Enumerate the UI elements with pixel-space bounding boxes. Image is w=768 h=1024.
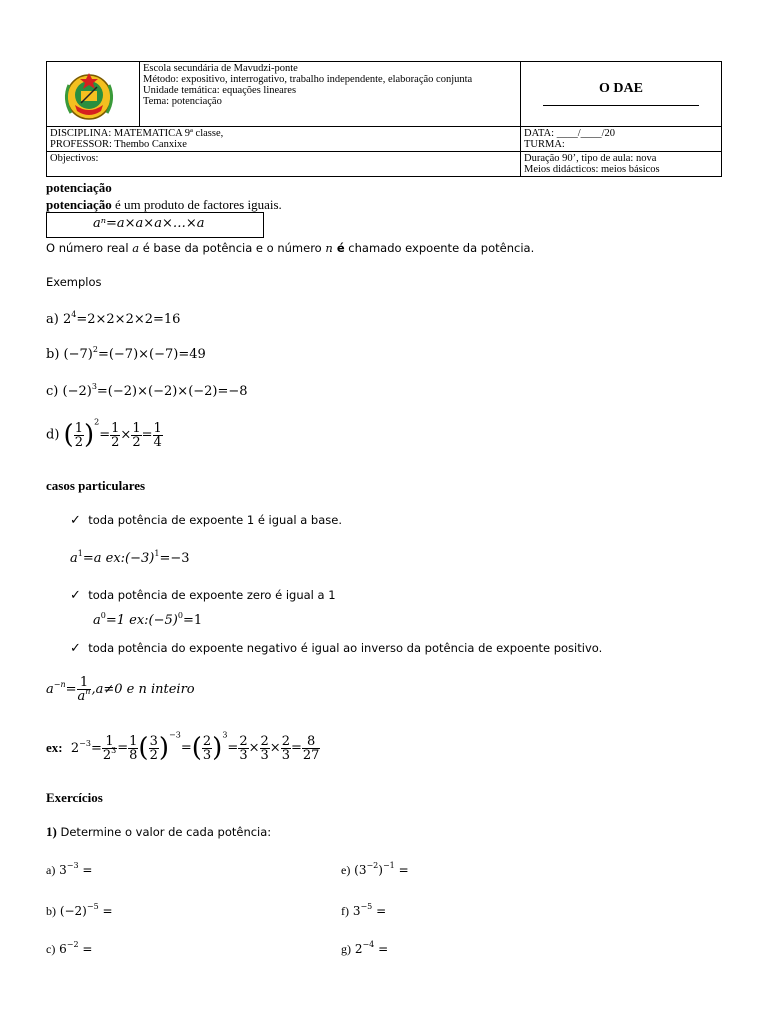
exercise-item-e: e) $(3^{-2})^{-1}$ = [341,861,409,877]
exercise-item-g: g) $2^{-4}$ = [341,940,389,956]
example-b-label: b) [46,347,64,362]
example-b-expr: =(−7)×(−7)=49 [97,347,206,362]
example-d-label: d) [46,427,64,443]
mozambique-emblem-icon [59,65,119,123]
exercises-title: Exercícios [46,790,103,805]
discipline-cell [47,127,521,152]
var-a: a [132,241,140,255]
section-title: potenciação [46,180,112,195]
exercise-item-b: b) $(-2)^{-5}$ = [46,902,113,918]
example-a-expr: =2×2×2×2=16 [76,312,181,327]
class-text: TURMA: [524,139,565,150]
objectives-cell [47,152,521,177]
exercise-item-c-label: c) [46,942,56,956]
case-3-text: toda potência do expoente negativo é igual ao inverso da potência de expoente positivo. [88,641,603,655]
check-mark-icon: ✓ [70,588,81,603]
explanation-part-4: chamado expoente da potência. [344,241,535,255]
school-name: Escola secundária de Mavudzi-ponte [143,63,298,74]
teacher-text: PROFESSOR: Thembo Canxixe [50,139,187,150]
unit-text: Unidade temática: equações lineares [143,85,297,96]
case-2-formula: $a^0=1$ $ex:(-5)^0=1$ [93,611,203,628]
method-text: Método: expositivo, interrogativo, trabalho independente, elaboração conjunta [143,74,473,85]
examples-title: Exemplos [46,275,102,289]
topic-text: Tema: potenciação [143,96,222,107]
check-mark-icon: ✓ [70,513,81,528]
duration-cell [521,152,722,177]
case-3 [70,641,602,656]
var-n: n [325,241,333,255]
discipline-text: DISCIPLINA: MATEMATICA 9ª classe, [50,128,224,139]
case-1-formula-text: =a ex:(−3) [82,551,155,566]
case-1-text: toda potência de expoente 1 é igual a base. [88,513,342,527]
case-2 [70,588,336,603]
explanation-part-1: O número real [46,241,133,255]
case-2-text: toda potência de expoente zero é igual a 1 [88,588,336,602]
explanation-part-2: é base da potência e o número [139,241,326,255]
case-3-formula: $a^{-n}=$ $\frac{1}{a^n}$ ,a≠0 e n inteiro [46,675,195,704]
definition-rest: é um produto de factores iguais. [111,197,282,212]
case-2-formula-text: =1 ex:(−5) [105,613,178,628]
exercise-item-g-label: g) [341,942,351,956]
exercise-item-b-label: b) [46,904,56,918]
definition-term: potenciação [46,197,112,212]
date-cell [521,127,722,152]
exercise-item-f-label: f) [341,904,349,918]
special-cases-title: casos particulares [46,478,146,493]
explanation-line [46,241,534,255]
example-b: b) $(-7)^2=(-7)\times(-7)=49$ [46,345,206,362]
duration-text: Duração 90’, tipo de aula: nova [524,153,657,164]
exercise-1-statement [46,824,271,840]
means-text: Meios didácticos: meios básicos [524,164,660,175]
header-table [46,61,722,177]
negative-exponent-example: ex: $2^{-3}=$ $\frac{1}{2^3}$ = $\frac{1}{8}$ ( $\frac{3}{2}$ )$^{-3}$=( $\frac{2}{3}$ )$^3$= $\frac{2}{3}$ × $\frac{2}{3}$ × $\frac{2}{3}$ = $\frac{8}{27}$ [46,730,320,763]
example-a-label: a) [46,312,63,327]
check-mark-icon: ✓ [70,641,81,656]
case-1-formula-end: =−3 [159,551,190,566]
exercise-item-f: f) $3^{-5}$ = [341,902,387,918]
exercise-item-e-label: e) [341,863,351,877]
example-c: c) $(-2)^3=(-2)\times(-2)\times(-2)=-8$ [46,382,248,399]
exercise-1-number: 1) [46,824,57,839]
case-3-formula-tail: ,a≠0 e n inteiro [91,682,195,697]
exercise-item-a-label: a) [46,863,56,877]
dae-label: O DAE [599,80,643,96]
example-d: d) ( $\frac{1}{2}$ )$^2$= $\frac{1}{2}$ × $\frac{1}{2}$ = $\frac{1}{4}$ [46,417,162,450]
dae-signature-line [543,104,699,106]
example-a: a) $2^4=2\times 2\times 2\times 2=16$ [46,310,181,327]
case-2-formula-end: =1 [182,613,203,628]
power-definition-formula: aⁿ=a×a×a×…×a [93,216,205,231]
formula-box [46,212,264,238]
definition-line [46,197,282,213]
explanation-bold: é [332,241,345,255]
logo-cell [47,62,140,127]
exercise-item-a: a) $3^{-3}$ = [46,861,93,877]
date-text: DATA: ____/____/20 [524,128,616,139]
case-1-formula: $a^1=a$ $ex:(-3)^1=-3$ [70,549,190,566]
example-c-label: c) [46,384,63,399]
exercise-1-text: Determine o valor de cada potência: [56,825,272,839]
example-c-expr: =(−2)×(−2)×(−2)=−8 [96,384,248,399]
ex-label: ex: [46,740,63,755]
dae-cell [521,62,722,127]
school-info-cell [140,62,521,127]
objectives-text: Objectivos: [50,153,99,164]
exercise-item-c: c) $6^{-2}$ = [46,940,93,956]
case-1 [70,513,342,528]
